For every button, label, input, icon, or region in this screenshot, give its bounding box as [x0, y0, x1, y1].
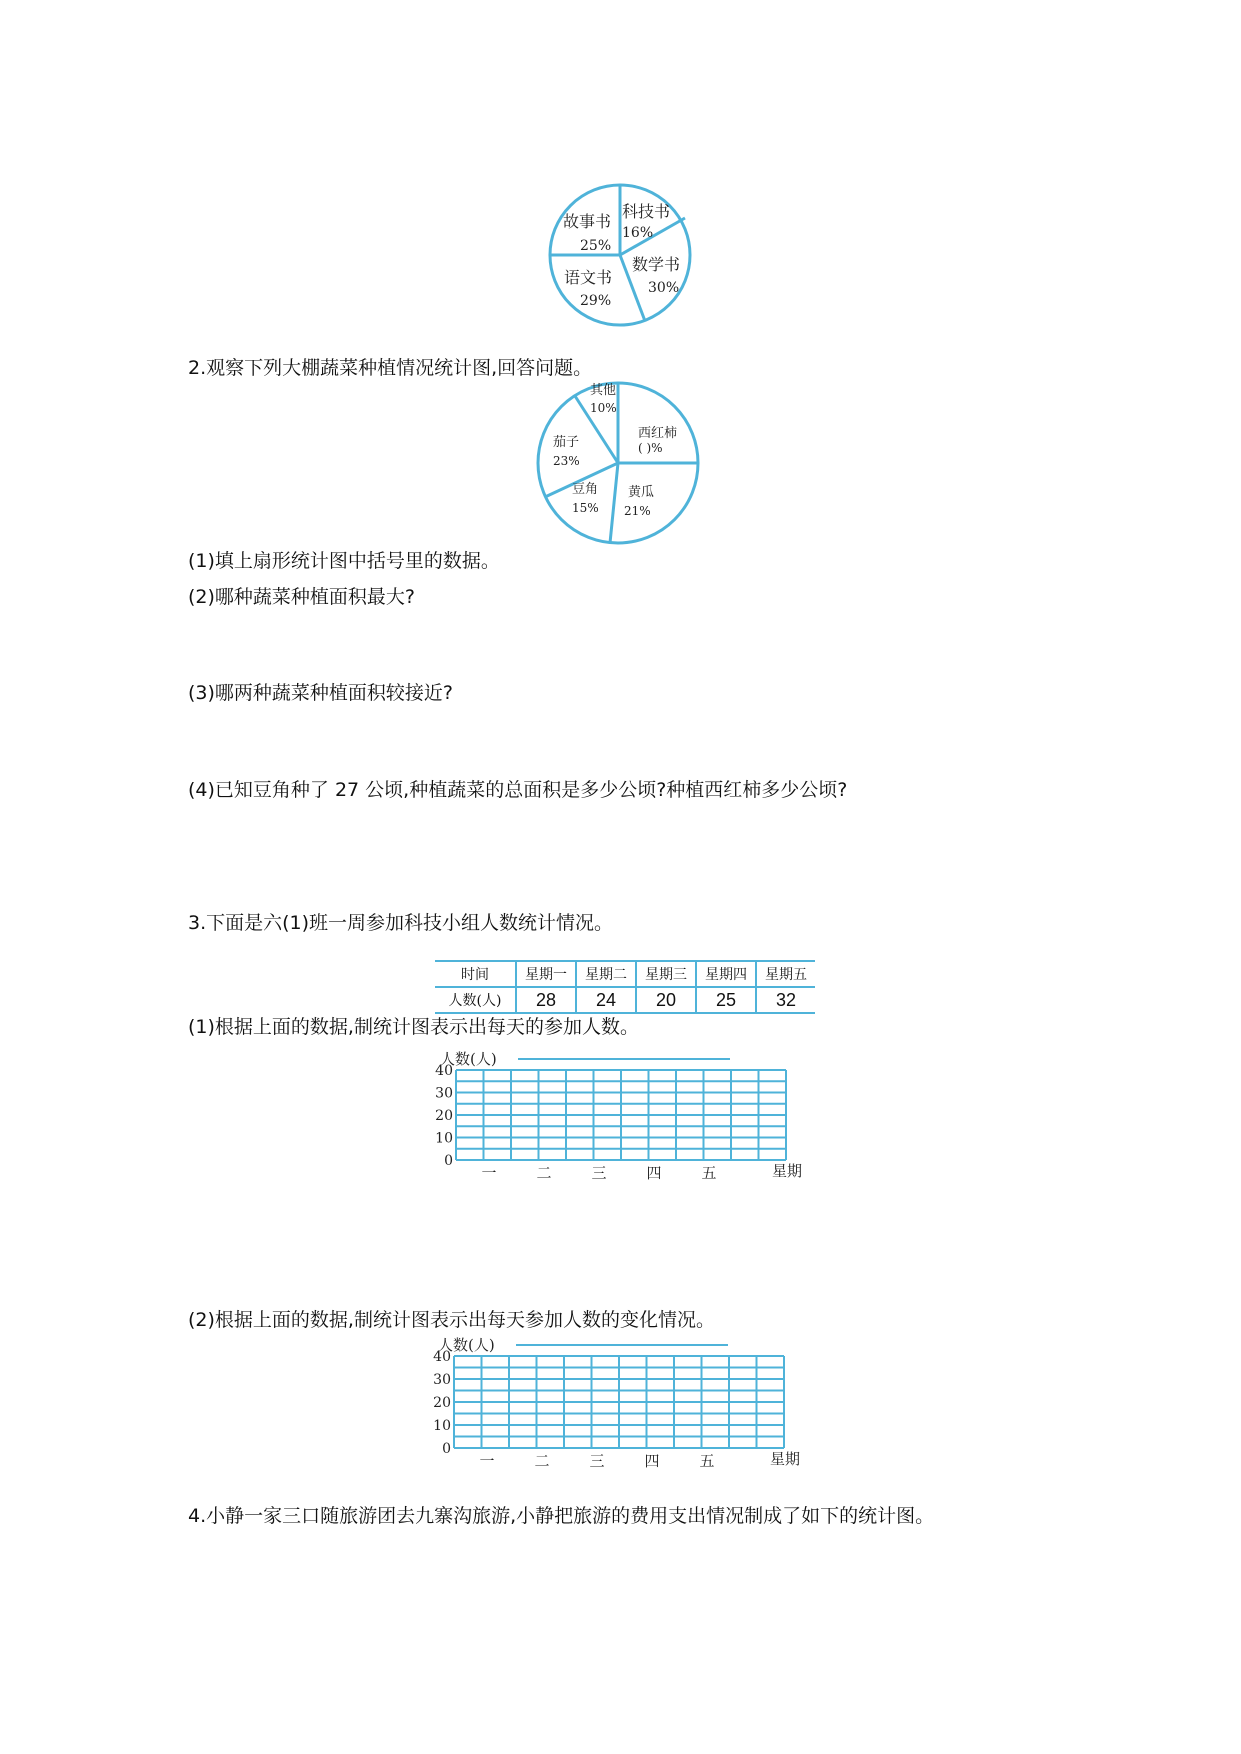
pie1-pct-chinese: 29%	[580, 293, 612, 309]
table-cell: 28	[516, 987, 576, 1013]
pie1-label-tech: 科技书	[622, 202, 671, 221]
pie2-pct-bean: 15%	[572, 501, 599, 515]
pie2-pct-other: 10%	[590, 401, 617, 415]
grid-ytick-label: 40	[435, 1063, 453, 1079]
grid-ytick-label: 40	[433, 1349, 451, 1365]
grid-ytick-label: 10	[433, 1418, 451, 1434]
pie2-pct-tomato: ( )%	[638, 441, 663, 455]
grid-xunit: 星期	[770, 1450, 801, 1468]
grid-ylabel: 人数(人)	[440, 1050, 497, 1068]
table-cell: 星期四	[696, 961, 756, 987]
pie1-pct-math: 30%	[648, 280, 680, 296]
pie1-label-story: 故事书	[563, 212, 612, 231]
question-2-sub3: (3)哪两种蔬菜种植面积较接近?	[188, 682, 453, 704]
stats-table	[435, 960, 815, 1014]
grid-xtick-label: 五	[701, 1164, 717, 1182]
table-cell: 星期三	[636, 961, 696, 987]
table-cell: 星期二	[576, 961, 636, 987]
grid-ytick-label: 20	[435, 1108, 453, 1124]
pie1-pct-tech: 16%	[622, 225, 654, 241]
grid-ytick-label: 20	[433, 1395, 451, 1411]
grid-xtick-label: 五	[699, 1452, 715, 1470]
question-3-title: 3.下面是六(1)班一周参加科技小组人数统计情况。	[188, 912, 614, 934]
question-2-sub4: (4)已知豆角种了 27 公顷,种植蔬菜的总面积是多少公顷?种植西红柿多少公顷?	[188, 779, 848, 801]
grid-ytick-label: 10	[435, 1130, 453, 1147]
pie2-pct-cucumber: 21%	[624, 504, 651, 518]
pie1-label-chinese: 语文书	[564, 268, 613, 287]
grid-xtick-label: 三	[591, 1164, 607, 1182]
grid-xtick-label: 一	[479, 1452, 495, 1470]
table-cell: 32	[756, 987, 815, 1013]
question-2-title: 2.观察下列大棚蔬菜种植情况统计图,回答问题。	[188, 357, 593, 379]
grid-ytick-label: 30	[435, 1085, 453, 1102]
table-cell: 人数(人)	[435, 987, 516, 1013]
question-2-sub1: (1)填上扇形统计图中括号里的数据。	[188, 550, 500, 572]
question-4-title: 4.小静一家三口随旅游团去九寨沟旅游,小静把旅游的费用支出情况制成了如下的统计图。	[188, 1505, 935, 1527]
pie-chart-vegetables	[0, 0, 1241, 560]
grid-xtick-label: 三	[589, 1452, 605, 1470]
table-row	[435, 961, 815, 987]
table-cell: 24	[576, 987, 636, 1013]
pie2-pct-eggplant: 23%	[553, 454, 580, 468]
question-2-sub2: (2)哪种蔬菜种植面积最大?	[188, 586, 415, 608]
pie2-label-cucumber: 黄瓜	[628, 485, 655, 500]
pie1-pct-story: 25%	[580, 238, 612, 254]
pie2-label-eggplant: 茄子	[553, 435, 580, 450]
table-cell: 星期五	[756, 961, 815, 987]
pie2-divider	[610, 463, 618, 543]
grid-ytick-label: 0	[444, 1153, 453, 1169]
grid-xtick-label: 四	[644, 1452, 660, 1470]
pie1-label-math: 数学书	[632, 255, 681, 274]
pie2-label-tomato: 西红柿	[638, 426, 678, 441]
question-3-sub1: (1)根据上面的数据,制统计图表示出每天的参加人数。	[188, 1016, 639, 1038]
pie2-label-bean: 豆角	[572, 482, 599, 497]
grid-ytick-label: 0	[442, 1441, 451, 1457]
table-cell: 25	[696, 987, 756, 1013]
table-row	[435, 987, 815, 1013]
grid-xunit: 星期	[772, 1162, 803, 1180]
table-cell: 20	[636, 987, 696, 1013]
table-cell: 星期一	[516, 961, 576, 987]
grid-ylabel: 人数(人)	[438, 1336, 495, 1354]
grid-xtick-label: 四	[646, 1164, 662, 1182]
pie2-label-other: 其他	[590, 383, 617, 398]
table-cell: 时间	[435, 961, 516, 987]
grid-xtick-label: 一	[481, 1164, 497, 1182]
grid-xtick-label: 二	[536, 1164, 552, 1182]
grid-ytick-label: 30	[433, 1372, 451, 1388]
question-3-sub2: (2)根据上面的数据,制统计图表示出每天参加人数的变化情况。	[188, 1309, 715, 1331]
grid-xtick-label: 二	[534, 1452, 550, 1470]
